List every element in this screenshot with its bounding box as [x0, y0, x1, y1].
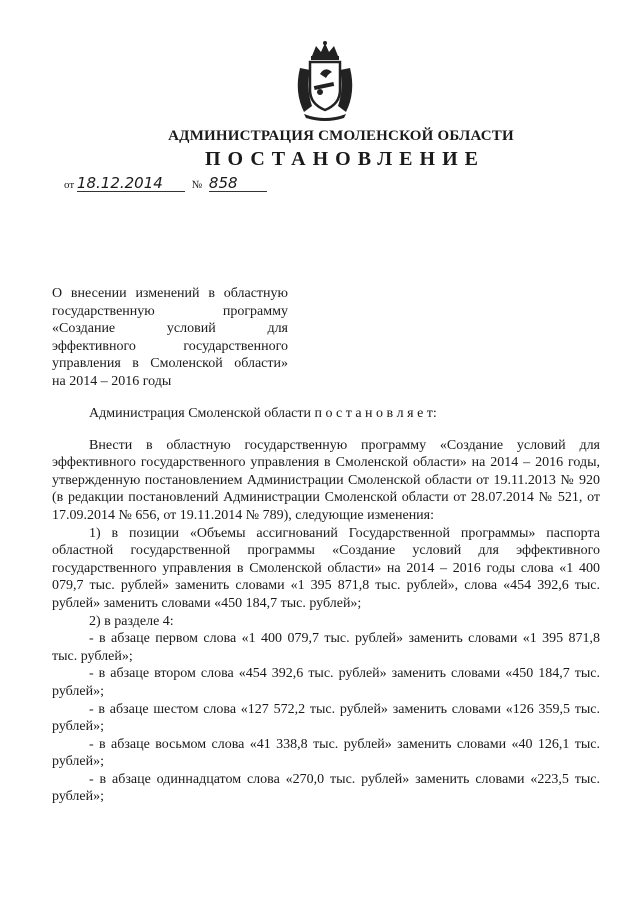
body-paragraph: - в абзаце шестом слова «127 572,2 тыс. рублей» заменить словами «126 359,5 тыс. рублей»; [52, 701, 600, 735]
coat-of-arms-icon [290, 40, 360, 122]
organization-name: АДМИНИСТРАЦИЯ СМОЛЕНСКОЙ ОБЛАСТИ [168, 128, 514, 144]
body-paragraph: - в абзаце одиннадцатом слова «270,0 тыс. рублей» заменить словами «223,5 тыс. рублей»; [52, 771, 600, 805]
number-label: № [191, 179, 203, 191]
body-paragraph: 2) в разделе 4: [89, 613, 174, 629]
preamble [52, 405, 600, 423]
body-paragraph: - в абзаце восьмом слова «41 338,8 тыс. рублей» заменить словами «40 126,1 тыс. рублей»; [52, 736, 600, 770]
document-number: 858 [209, 176, 267, 192]
body-paragraph: Внести в областную государственную программу «Создание условий для эффективного государственного управления в Смоленской области» на 2014 – 2016 годы, утвержденную постановлением Администрации Смоленской области от 19.11.2013 № 920 (в редакции постановлений Администрации Смоленской области от 28.07.2014 № 521, от 17.09.2014 № 656, от 19.11.2014 № 789), следующие изменения: [52, 437, 600, 523]
document-type-title: ПОСТАНОВЛЕНИЕ [205, 148, 485, 170]
document-date: 18.12.2014 [77, 176, 185, 192]
body-paragraph: 1) в позиции «Объемы ассигнований Государственной программы» паспорта областной государственной программы «Создание условий для эффективного государственного управления в Смоленской области» на 2014 – 2016 годы слова «1 400 079,7 тыс. рублей» заменить словами «1 395 871,8 тыс. рублей», слова «454 392,6 тыс. рублей» заменить словами «450 184,7 тыс. рублей»; [52, 525, 600, 611]
subject-line: О внесении изменений в областную [52, 286, 288, 301]
subject-line: государственную программу [52, 303, 288, 319]
body-paragraph: - в абзаце первом слова «1 400 079,7 тыс. рублей» заменить словами «1 395 871,8 тыс. рублей»; [52, 631, 600, 664]
subject-line: «Создание условий для [52, 321, 288, 336]
subject-line: управления в Смоленской области» [52, 356, 288, 371]
document-body [52, 405, 600, 806]
from-label: от [64, 179, 75, 191]
subject-line: на 2014 – 2016 годы [52, 373, 172, 389]
body-paragraph: - в абзаце втором слова «454 392,6 тыс. рублей» заменить словами «450 184,7 тыс. рублей»; [52, 666, 600, 699]
document-subject [52, 285, 288, 390]
preamble-intro: Администрация Смоленской области [89, 406, 312, 421]
subject-line: эффективного государственного [52, 338, 288, 354]
document-date-number-line [64, 176, 267, 192]
preamble-verb: п о с т а н о в л я е т: [314, 406, 437, 421]
